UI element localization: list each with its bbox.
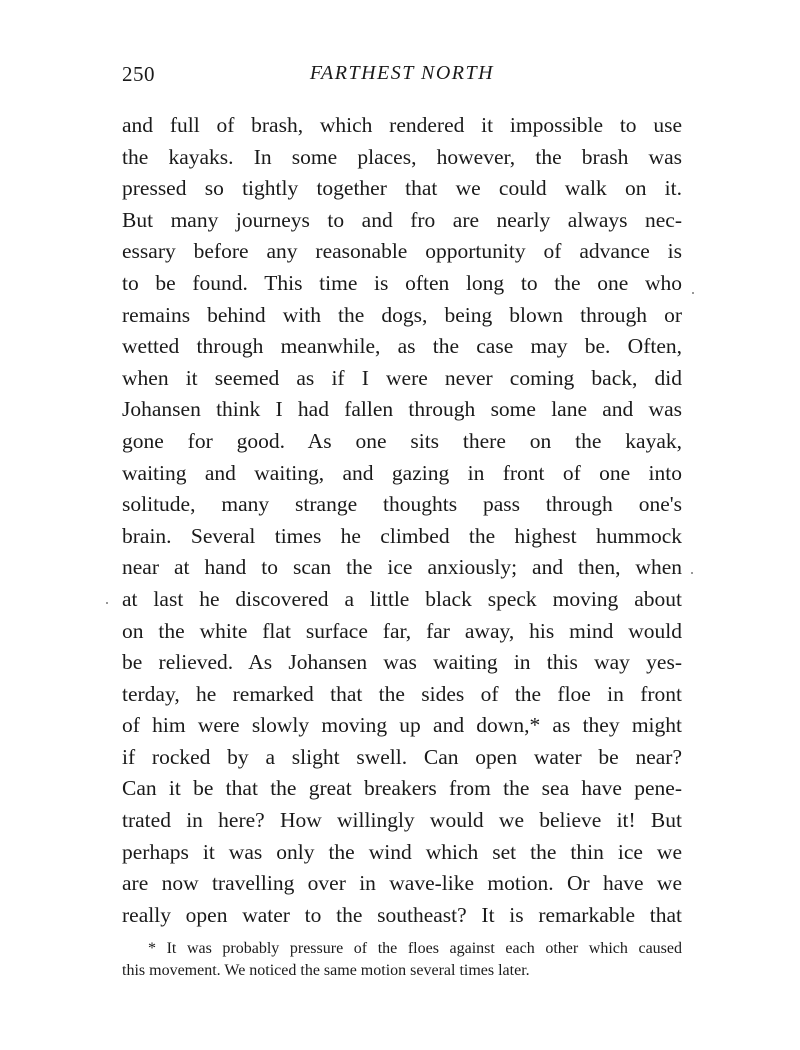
footnote-line: * It was probably pressure of the floes against each other which caused	[148, 940, 682, 957]
text-line: But many journeys to and fro are nearly always nec-	[122, 207, 682, 232]
text-line: near at hand to scan the ice anxiously; and then, when	[122, 555, 682, 580]
print-speck	[692, 292, 694, 294]
text-line: are now travelling over in wave-like motion. Or have we	[122, 871, 682, 896]
footnote-line: this movement. We noticed the same motion several times later.	[122, 962, 530, 979]
text-line: to be found. This time is often long to the one who	[122, 270, 682, 295]
text-line: remains behind with the dogs, being blown through or	[122, 302, 682, 327]
text-line: essary before any reasonable opportunity of advance is	[122, 239, 682, 264]
text-line: really open water to the southeast? It is remarkable that	[122, 902, 682, 927]
text-line: of him were slowly moving up and down,* as they might	[122, 713, 682, 738]
text-line: perhaps it was only the wind which set the thin ice we	[122, 839, 682, 864]
text-line: terday, he remarked that the sides of the floe in front	[122, 681, 682, 706]
text-line: pressed so tightly together that we could walk on it.	[122, 176, 682, 201]
text-line: trated in here? How willingly would we believe it! But	[122, 808, 682, 833]
body-text	[122, 110, 682, 931]
page-number: 250	[122, 62, 155, 86]
running-head	[122, 62, 682, 90]
text-line: gone for good. As one sits there on the kayak,	[122, 428, 682, 453]
text-line: Can it be that the great breakers from the sea have pene-	[122, 776, 682, 801]
text-line: when it seemed as if I were never coming back, did	[122, 365, 682, 390]
text-line: and full of brash, which rendered it impossible to use	[122, 113, 682, 137]
running-title: FARTHEST NORTH	[309, 62, 495, 84]
print-speck	[106, 602, 108, 604]
text-line: on the white flat surface far, far away, his mind would	[122, 618, 682, 643]
text-line: be relieved. As Johansen was waiting in this way yes-	[122, 650, 682, 675]
text-line: wetted through meanwhile, as the case may be. Often,	[122, 334, 682, 359]
text-line: at last he discovered a little black speck moving about	[122, 586, 682, 611]
text-line: Johansen think I had fallen through some lane and was	[122, 397, 682, 422]
text-line: waiting and waiting, and gazing in front of one into	[122, 460, 682, 485]
text-line: the kayaks. In some places, however, the brash was	[122, 144, 682, 169]
text-line: solitude, many strange thoughts pass through one's	[122, 492, 682, 517]
footnote	[122, 938, 682, 982]
text-line: if rocked by a slight swell. Can open water be near?	[122, 744, 682, 769]
print-speck	[691, 572, 693, 574]
text-line: brain. Several times he climbed the highest hummock	[122, 523, 682, 548]
